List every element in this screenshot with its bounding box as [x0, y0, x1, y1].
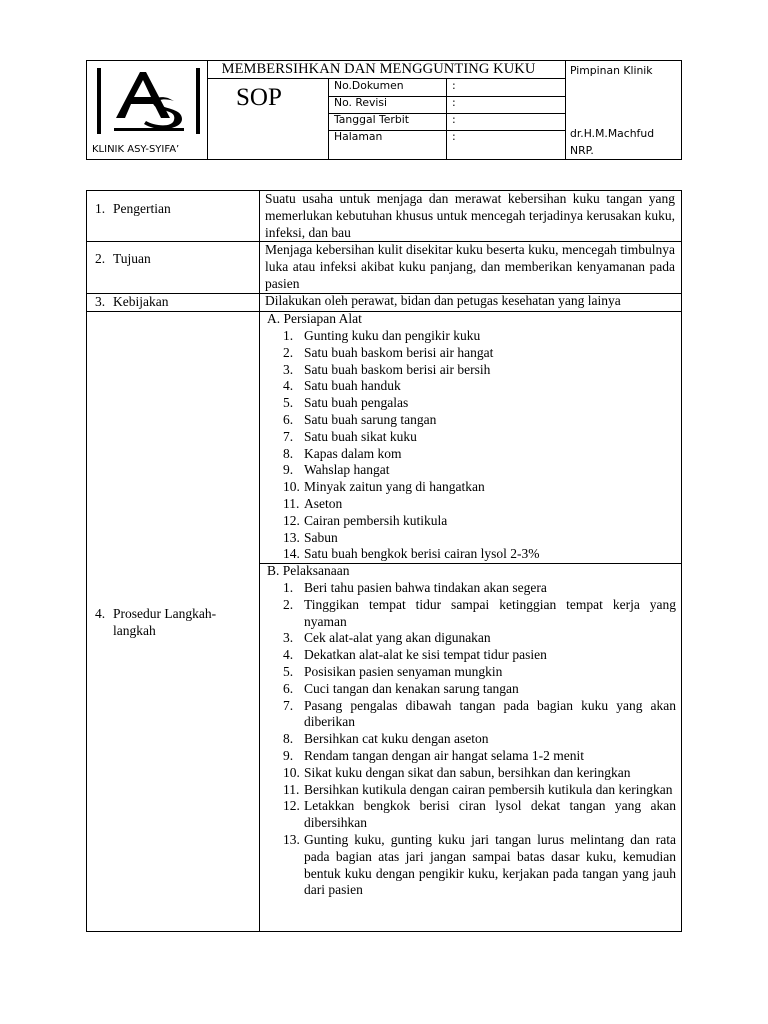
list-item-number: 3.	[283, 361, 294, 377]
list-item-text: Sikat kuku dengan sikat dan sabun, bersihkan dan keringkan	[304, 764, 631, 780]
section-text-tujuan: Menjaga kebersihan kulit disekitar kuku beserta kuku, mencegah timbulnya luka atau infeksi akibat kuku panjang, dan memberikan kenyamanan pada pasien	[265, 242, 675, 291]
list-item-text: Cairan pembersih kutikula	[304, 512, 448, 528]
list-item-text: Aseton	[304, 495, 343, 511]
list-item	[283, 580, 676, 597]
section-text-pengertian: Suatu usaha untuk menjaga dan merawat kebersihan kuku tangan yang memerlukan kebutuhan khusus untuk mencegah terjadinya kerusakan kuku, infeksi, dan bau	[265, 191, 675, 240]
list-item	[283, 429, 676, 446]
list-item-number: 2.	[283, 596, 294, 612]
approver-role: Pimpinan Klinik	[570, 64, 653, 77]
section-label-pengertian: 1. Pengertian	[95, 201, 171, 216]
list-item	[283, 647, 676, 664]
list-item-text: Satu buah sarung tangan	[304, 411, 437, 427]
list-item-text: Satu buah sikat kuku	[304, 428, 417, 444]
pelaksanaan-heading: B. Pelaksanaan	[267, 563, 350, 578]
list-item-number: 4.	[283, 647, 294, 663]
list-item-text: Satu buah baskom berisi air bersih	[304, 361, 491, 377]
list-item-number: 10.	[283, 479, 300, 495]
sop-label: SOP	[236, 84, 282, 111]
list-item	[283, 446, 676, 463]
list-item-number: 2.	[283, 344, 294, 360]
list-item-number: 1.	[283, 580, 294, 595]
list-item	[283, 832, 676, 899]
list-item-text: Gunting kuku dan pengikir kuku	[304, 328, 481, 343]
list-item	[283, 378, 676, 395]
list-item-number: 10.	[283, 764, 300, 780]
meta-value-no-dokumen: :	[452, 79, 456, 92]
list-item-text: Gunting kuku, gunting kuku jari tangan lurus melintang dan rata pada bagian atas jari jangan sampai batas dasar kuku, kemudian bentuk kuku dengan pengikir kuku, kerjakan pada tangan yang jauh dari pasien	[304, 831, 676, 898]
list-item-text: Rendam tangan dengan air hangat selama 1-2 menit	[304, 747, 585, 763]
list-item-text: Satu buah baskom berisi air hangat	[304, 344, 494, 360]
list-item-number: 11.	[283, 495, 300, 511]
list-item	[283, 513, 676, 530]
list-item	[283, 630, 676, 647]
list-item	[283, 698, 676, 732]
list-item-text: Tinggikan tempat tidur sampai ketinggian tempat kerja yang nyaman	[304, 596, 676, 629]
section-label-tujuan: 2. Tujuan	[95, 251, 151, 266]
list-item-text: Satu buah bengkok berisi cairan lysol 2-3%	[304, 546, 540, 562]
list-item-text: Dekatkan alat-alat ke sisi tempat tidur pasien	[304, 647, 547, 663]
clinic-logo-icon	[96, 66, 206, 138]
meta-label-no-revisi: No. Revisi	[334, 96, 388, 109]
list-item-text: Pasang pengalas dibawah tangan pada bagian kuku yang akan diberikan	[304, 697, 676, 730]
list-item-number: 9.	[283, 747, 294, 763]
list-item	[283, 798, 676, 832]
meta-value-halaman: :	[452, 130, 456, 143]
approver-nrp: NRP.	[570, 144, 594, 157]
list-item-text: Kapas dalam kom	[304, 445, 402, 461]
list-item-number: 8.	[283, 445, 294, 461]
list-item	[283, 462, 676, 479]
list-item	[283, 362, 676, 379]
list-item	[283, 681, 676, 698]
list-item-number: 13.	[283, 831, 300, 847]
persiapan-list	[283, 328, 676, 563]
list-item-number: 3.	[283, 630, 294, 646]
list-item	[283, 782, 676, 799]
clinic-logo	[96, 66, 206, 136]
list-item-number: 9.	[283, 462, 294, 478]
list-item-text: Satu buah handuk	[304, 378, 401, 394]
list-item-number: 14.	[283, 546, 300, 562]
list-item-number: 7.	[283, 428, 294, 444]
list-item-text: Cuci tangan dan kenakan sarung tangan	[304, 680, 519, 696]
list-item	[283, 345, 676, 362]
list-item	[283, 664, 676, 681]
list-item	[283, 597, 676, 631]
list-item-number: 12.	[283, 512, 300, 528]
list-item-text: Posisikan pasien senyaman mungkin	[304, 663, 503, 679]
divider	[328, 78, 329, 159]
list-item-text: Satu buah pengalas	[304, 395, 409, 411]
clinic-name: KLINIK ASY-SYIFA’	[92, 144, 180, 155]
divider	[565, 61, 566, 159]
list-item-number: 13.	[283, 529, 300, 545]
list-item-text: Bersihkan kutikula dengan cairan pembersih kutikula dan keringkan	[304, 781, 673, 797]
list-item	[283, 731, 676, 748]
persiapan-heading: A. Persiapan Alat	[267, 311, 362, 326]
list-item-text: Beri tahu pasien bahwa tindakan akan segera	[304, 580, 547, 595]
list-item	[283, 530, 676, 547]
meta-value-tanggal-terbit: :	[452, 113, 456, 126]
meta-label-no-dokumen: No.Dokumen	[334, 79, 404, 92]
list-item	[283, 748, 676, 765]
list-item	[283, 546, 676, 563]
list-item-number: 5.	[283, 663, 294, 679]
list-item-text: Letakkan bengkok berisi ciran lysol dekat tangan yang akan dibersihkan	[304, 798, 676, 831]
list-item-number: 5.	[283, 395, 294, 411]
list-item	[283, 395, 676, 412]
list-item	[283, 765, 676, 782]
list-item-number: 8.	[283, 731, 294, 747]
list-item-number: 6.	[283, 411, 294, 427]
list-item-number: 6.	[283, 680, 294, 696]
section-text-kebijakan: Dilakukan oleh perawat, bidan dan petugas kesehatan yang lainya	[265, 293, 621, 308]
section-label-prosedur: 4. Prosedur Langkah- langkah	[95, 606, 217, 638]
list-item-text: Cek alat-alat yang akan digunakan	[304, 630, 491, 646]
list-item	[283, 328, 676, 345]
list-item-text: Sabun	[304, 529, 338, 545]
section-label-kebijakan: 3. Kebijakan	[95, 294, 169, 309]
list-item-text: Bersihkan cat kuku dengan aseton	[304, 731, 489, 747]
list-item-text: Minyak zaitun yang di hangatkan	[304, 479, 485, 495]
list-item-number: 11.	[283, 781, 300, 797]
pelaksanaan-list	[283, 580, 676, 899]
list-item-number: 7.	[283, 697, 294, 713]
list-item-number: 12.	[283, 798, 300, 814]
sop-table	[86, 190, 682, 932]
column-divider	[259, 191, 260, 931]
document-title: MEMBERSIHKAN DAN MENGGUNTING KUKU	[221, 61, 536, 77]
meta-value-no-revisi: :	[452, 96, 456, 109]
divider	[446, 78, 447, 159]
list-item-number: 1.	[283, 328, 294, 343]
meta-label-halaman: Halaman	[334, 130, 383, 143]
list-item	[283, 479, 676, 496]
row-divider	[87, 311, 681, 312]
list-item-number: 4.	[283, 378, 294, 394]
meta-label-tanggal-terbit: Tanggal Terbit	[334, 113, 409, 126]
list-item	[283, 412, 676, 429]
approver-name: dr.H.M.Machfud	[570, 127, 655, 140]
list-item-text: Wahslap hangat	[304, 462, 390, 478]
list-item	[283, 496, 676, 513]
